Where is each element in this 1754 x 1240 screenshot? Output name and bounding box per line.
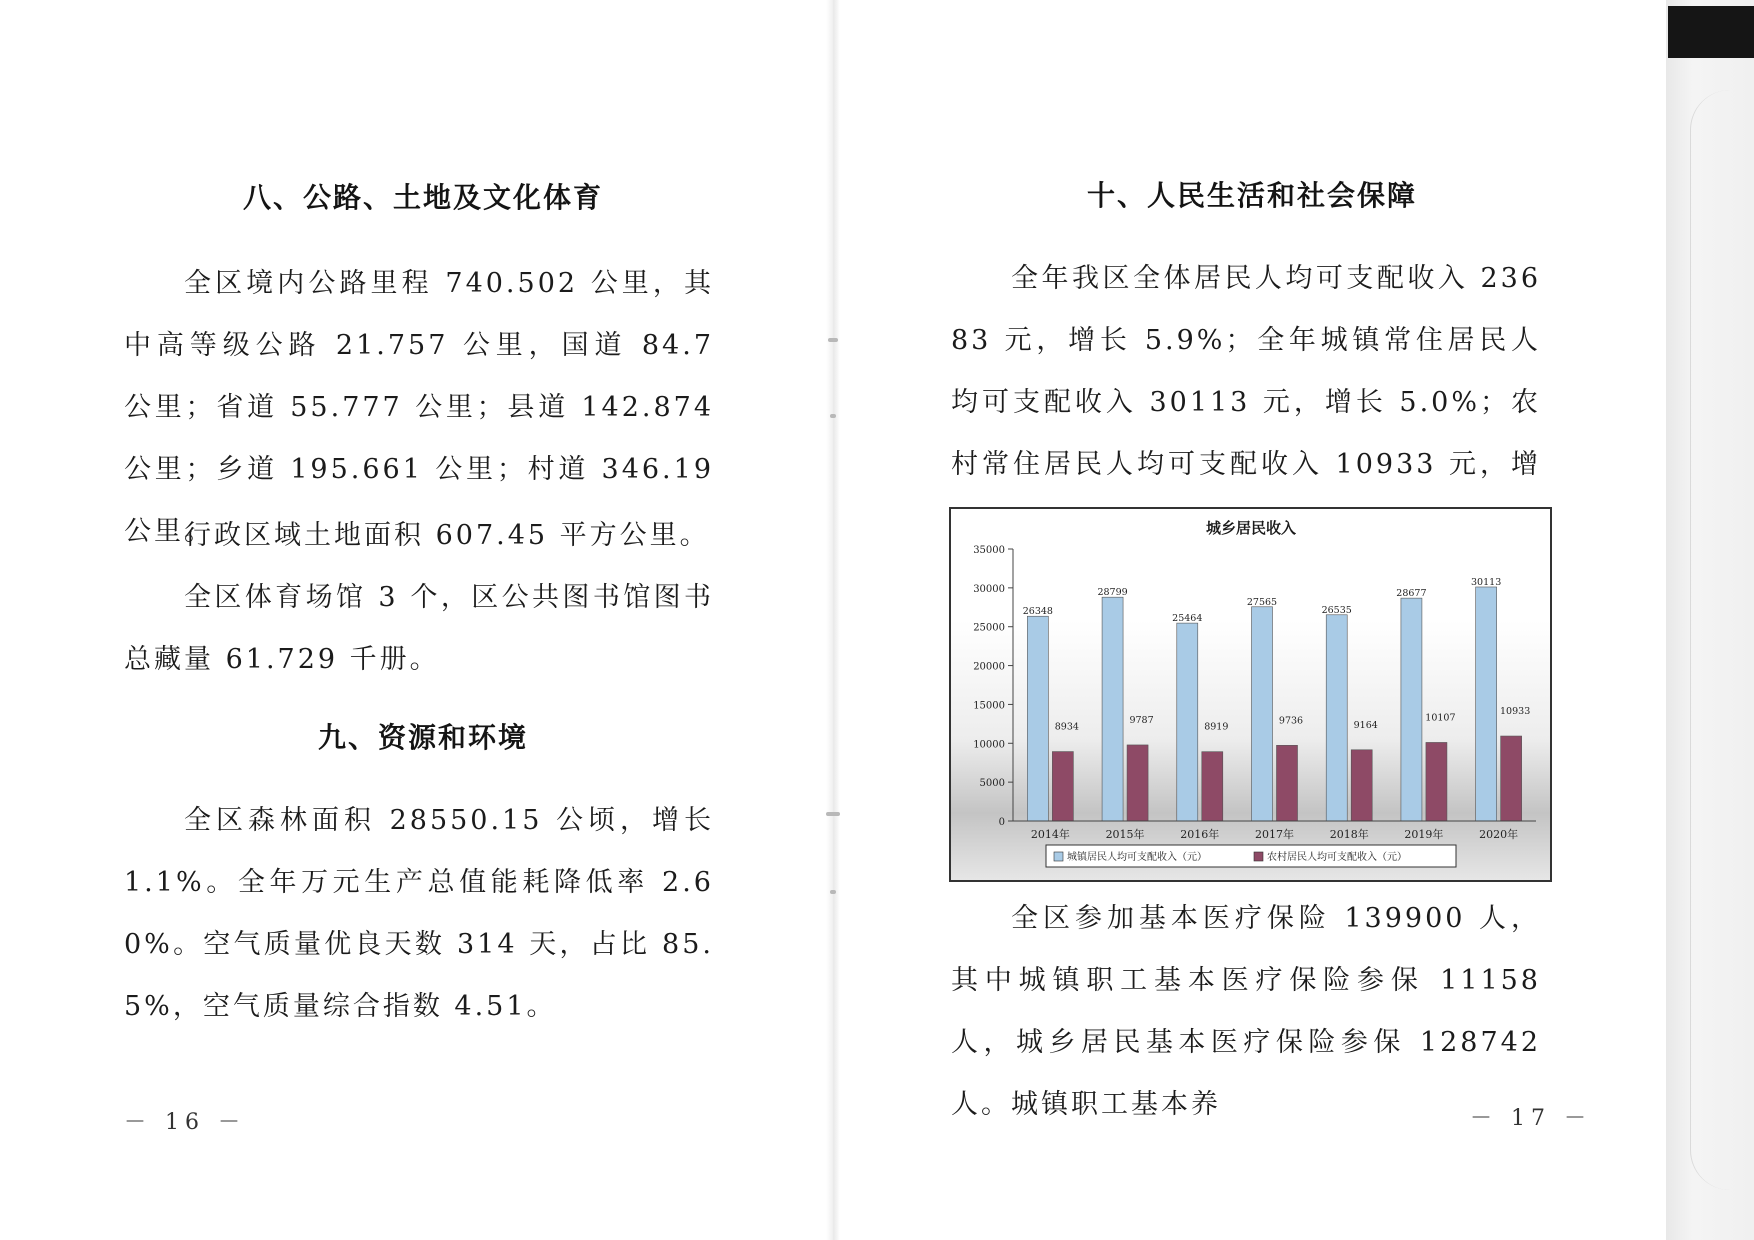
x-tick-label: 2017年 (1255, 828, 1294, 841)
y-tick-label: 30000 (973, 583, 1005, 595)
section-heading-roads-land-culture: 八、公路、土地及文化体育 (243, 181, 604, 214)
y-tick-label: 0 (998, 817, 1005, 828)
income-chart (949, 507, 1552, 882)
income-paragraph: 全年我区全体居民人均可支配收入 23683 元，增长 5.9%；全年城镇常住居民人均可支配收入 30113 元，增长 5.0%；农村常住居民人均可支配收入 10933 元，增 (951, 263, 1541, 480)
x-tick-label: 2015年 (1105, 828, 1145, 841)
rural-income-bar (1501, 736, 1522, 821)
income-chart-svg (951, 509, 1550, 880)
legend-label-urban: 城镇居民人均可支配收入（元） (1067, 852, 1207, 863)
data-labels (1023, 577, 1531, 733)
bar-value-label: 9787 (1129, 714, 1154, 726)
bar-value-label: 9164 (1353, 719, 1378, 731)
page-number-right: － 17 － (1470, 1106, 1592, 1131)
urban-income-bar (1476, 587, 1497, 821)
section-heading-resources-environment: 九、资源和环境 (318, 721, 529, 754)
bar-value-label: 8919 (1204, 721, 1229, 733)
urban-income-bar (1027, 616, 1048, 821)
bar-value-label: 10107 (1425, 712, 1456, 724)
bar-value-label: 28677 (1396, 588, 1427, 600)
rural-income-bar (1351, 750, 1372, 821)
bar-value-label: 9736 (1278, 715, 1304, 727)
land-area-paragraph: 行政区域土地面积 607.45 平方公里。 (184, 520, 710, 551)
y-tick-label: 15000 (973, 700, 1005, 712)
y-tick-label: 5000 (979, 778, 1005, 790)
legend-label-rural: 农村居民人均可支配收入（元） (1267, 852, 1407, 863)
x-tick-label: 2016年 (1180, 828, 1220, 841)
y-tick-label: 35000 (973, 545, 1005, 556)
rural-income-bar (1426, 742, 1447, 821)
bars (1027, 587, 1521, 821)
sports-library-paragraph: 全区体育场馆 3 个，区公共图书馆图书总藏量 61.729 千册。 (124, 582, 714, 675)
roads-paragraph: 全区境内公路里程 740.502 公里，其中高等级公路 21.757 公里，国道 84.7 公里；省道 55.777 公里；县道 142.874 公里；乡道 195.661 公里；村道 346.19 公里。 (124, 268, 714, 547)
urban-income-bar (1326, 615, 1347, 821)
y-tick-label: 20000 (973, 661, 1005, 673)
bar-value-label: 25464 (1172, 613, 1203, 625)
rural-income-bar (1127, 745, 1148, 821)
legend-swatch-urban (1054, 852, 1063, 861)
x-tick-label: 2019年 (1404, 828, 1444, 841)
scan-edge-dark-block (1668, 6, 1754, 58)
bar-value-label: 30113 (1471, 576, 1502, 588)
rural-income-bar (1277, 745, 1298, 821)
y-axis (973, 545, 1013, 828)
urban-income-bar (1177, 623, 1198, 821)
bar-value-label: 26348 (1022, 606, 1053, 618)
urban-income-bar (1252, 607, 1273, 821)
bar-value-label: 27565 (1246, 596, 1278, 608)
medical-insurance-paragraph: 全区参加基本医疗保险 139900 人，其中城镇职工基本医疗保险参保 11158 人，城乡居民基本医疗保险参保 128742 人。城镇职工基本养 (951, 903, 1541, 1120)
section-heading-livelihood-social-security: 十、人民生活和社会保障 (1087, 179, 1418, 212)
scan-edge-curve (1690, 90, 1731, 1190)
legend (1046, 845, 1456, 867)
bar-value-label: 10933 (1500, 706, 1531, 718)
bar-value-label: 8934 (1054, 721, 1079, 733)
x-tick-label: 2018年 (1329, 828, 1369, 841)
bar-value-label: 26535 (1321, 604, 1352, 616)
legend-swatch-rural (1254, 852, 1263, 861)
x-tick-label: 2014年 (1030, 828, 1070, 841)
urban-income-bar (1401, 598, 1422, 821)
rural-income-bar (1202, 752, 1223, 821)
bar-value-label: 28799 (1097, 587, 1128, 599)
urban-income-bar (1102, 597, 1123, 821)
x-axis (1013, 821, 1536, 841)
page-number-left: － 16 － (124, 1110, 246, 1135)
y-tick-label: 25000 (973, 622, 1005, 634)
y-tick-label: 10000 (973, 739, 1005, 751)
x-tick-label: 2020年 (1479, 828, 1519, 841)
chart-title: 城乡居民收入 (1205, 519, 1297, 537)
rural-income-bar (1052, 752, 1073, 821)
environment-paragraph: 全区森林面积 28550.15 公顷，增长 1.1%。全年万元生产总值能耗降低率 2.60%。空气质量优良天数 314 天，占比 85.5%，空气质量综合指数 4.51。 (124, 805, 714, 1022)
